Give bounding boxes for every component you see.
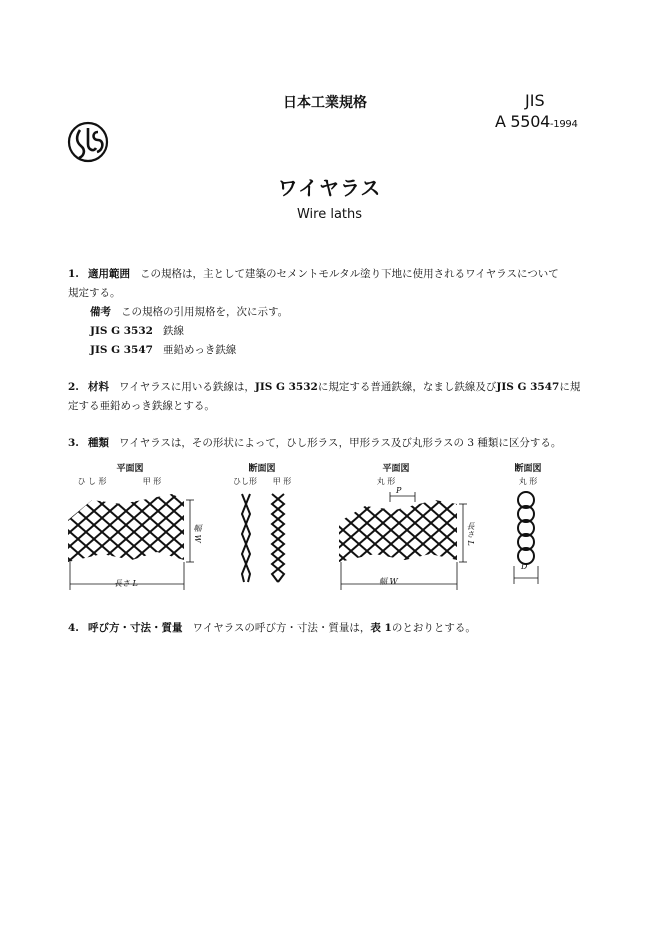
figure-2-title: 断面図: [248, 464, 276, 474]
figure-1-length-label: 長さ L: [114, 579, 138, 588]
section-text: ワイヤラスは，その形状によって，ひし形ラス，甲形ラス及び丸形ラスの 3 種類に区分する。: [119, 437, 562, 449]
section-2-line2: 定する亜鉛めっき鉄線とする。: [68, 400, 215, 412]
figure-1-title: 平面図: [116, 464, 144, 474]
jis-number: [495, 112, 578, 131]
figure-2-sub-ko: 甲 形: [272, 477, 292, 486]
figure-3-width-label: 幅 W: [379, 577, 398, 586]
section-number: 2.: [68, 381, 79, 393]
jis-year: -1994: [549, 119, 578, 130]
section-4-line1: [68, 619, 628, 638]
section-4: [68, 619, 628, 638]
figure-4-diameter-label: D: [521, 562, 528, 571]
figure-4-title: 断面図: [514, 464, 542, 474]
section-heading: 適用範囲: [88, 268, 130, 280]
figure-3-sub: 丸 形: [376, 477, 396, 486]
reference-name: 鉄線: [162, 325, 184, 337]
reference-code: JIS G 3532: [90, 325, 153, 337]
section-text: ワイヤラスの呼び方・寸法・質量は，: [192, 622, 371, 634]
section-heading: 材料: [88, 381, 109, 393]
figure-1-sub-ko: 甲 形: [142, 477, 162, 486]
note-label: 備考: [90, 306, 111, 318]
reference-code: JIS G 3547: [90, 344, 153, 356]
reference-code: JIS G 3547: [496, 381, 560, 393]
reference-item: [68, 341, 608, 360]
note-text: この規格の引用規格を，次に示す。: [121, 306, 289, 318]
section-text: この規格は，主として建築のセメントモルタル塗り下地に使用されるワイヤラスについて: [140, 268, 559, 280]
section-number: 3.: [68, 437, 79, 449]
jis-logo-icon: [64, 118, 112, 166]
section-text: に規: [559, 381, 581, 393]
section-number: 4.: [68, 622, 79, 634]
jis-code: A 5504: [495, 112, 550, 131]
reference-item: [68, 322, 608, 341]
section-1: [68, 265, 608, 360]
section-number: 1.: [68, 268, 79, 280]
section-3-line1: [68, 434, 628, 453]
document-subtitle: Wire laths: [296, 207, 363, 222]
figure-3-title: 平面図: [382, 464, 410, 474]
section-text: ワイヤラスに用いる鉄線は，: [119, 381, 255, 393]
section-3: [68, 434, 628, 453]
section-2-line1: [68, 378, 613, 397]
section-1-line2: 規定する。: [68, 287, 121, 299]
figure-4-section-drawing: [508, 490, 548, 586]
figure-4-sub: 丸 形: [518, 477, 538, 486]
jis-label: JIS: [525, 91, 545, 110]
section-1-line1: [68, 265, 608, 284]
reference-name: 亜鉛めっき鉄線: [162, 344, 237, 356]
figure-1-width-label: 幅 W: [193, 524, 202, 543]
figure-2-sub-diamond: ひし形: [233, 477, 257, 486]
document-title: ワイヤラス: [277, 176, 382, 200]
note-line: [68, 303, 608, 322]
section-2: [68, 378, 613, 416]
reference-code: JIS G 3532: [254, 381, 318, 393]
section-heading: 種類: [88, 437, 109, 449]
section-heading: 呼び方・寸法・質量: [88, 622, 183, 634]
figure-3-length-label: 長さ L: [466, 522, 475, 546]
figure-1-sub-diamond: ひ し 形: [77, 477, 107, 486]
figure-3-mesh-drawing: [335, 488, 475, 598]
table-reference: 表 1: [370, 622, 392, 634]
figure-2-section-drawing: [232, 490, 302, 586]
standard-org: 日本工業規格: [283, 95, 367, 111]
section-text: のとおりとする。: [391, 622, 476, 634]
section-text: に規定する普通鉄線，なまし鉄線及び: [317, 381, 497, 393]
figure-3-pitch-label: P: [396, 486, 402, 495]
